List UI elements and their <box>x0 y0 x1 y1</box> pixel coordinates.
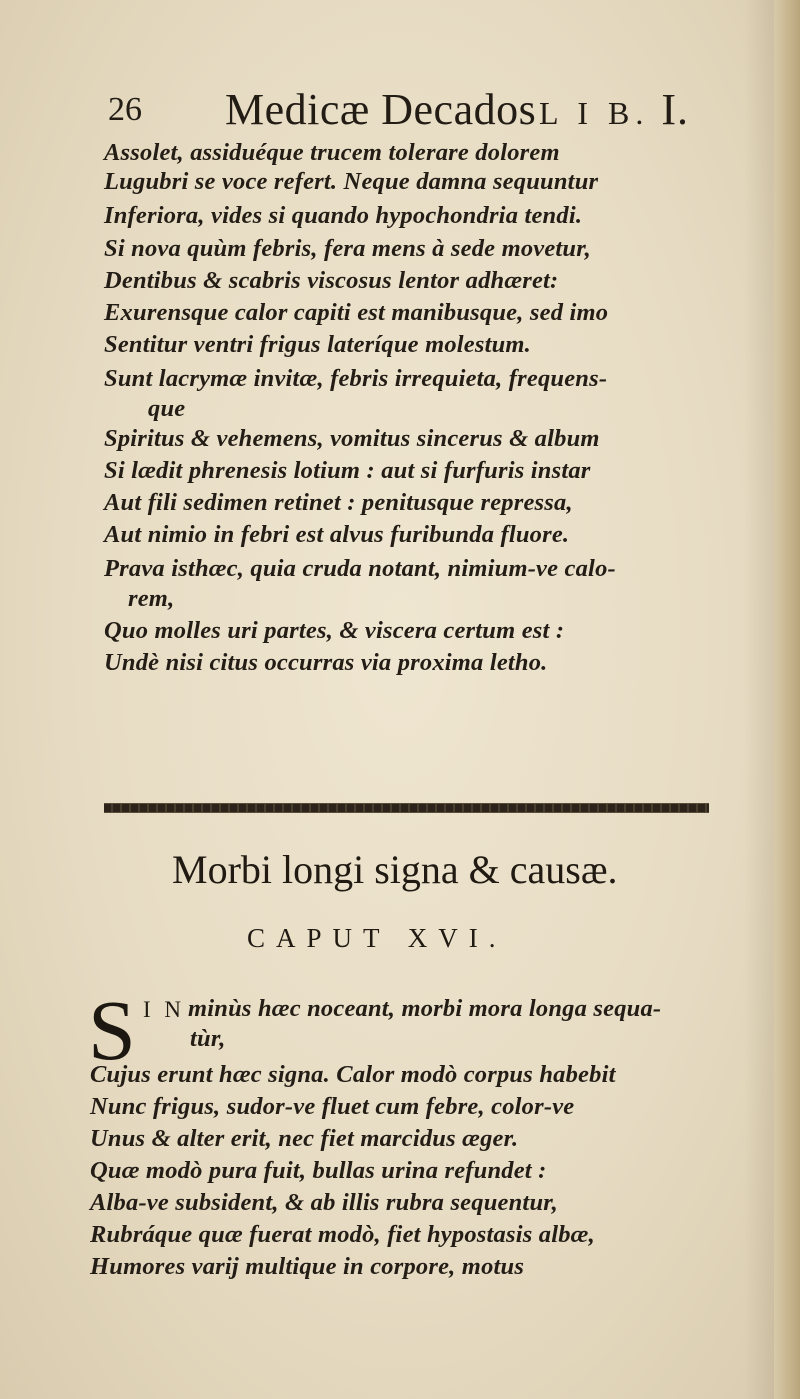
book-label <box>539 80 689 143</box>
chapter-line: Quæ modò pura fuit, bullas urina refundet : <box>90 1157 547 1184</box>
poem-line: Spiritus & vehemens, vomitus sincerus & album <box>104 425 600 452</box>
opening-caps: I N <box>143 997 186 1022</box>
chapter-line-turnover: tùr, <box>190 1025 226 1052</box>
book-number: I. <box>661 85 690 134</box>
running-title: Medicæ Decados <box>225 85 537 134</box>
chapter-line: Rubráque quæ fuerat modò, fiet hypostasis albæ, <box>90 1221 595 1248</box>
poem-line: Undè nisi citus occurras via proxima letho. <box>104 649 548 676</box>
chapter-heading: CAPUT XVI. <box>247 923 507 953</box>
poem-line: Dentibus & scabris viscosus lentor adhæret: <box>104 267 559 294</box>
chapter-line: Cujus erunt hæc signa. Calor modò corpus habebit <box>90 1061 616 1088</box>
poem-line: Lugubri se voce refert. Neque damna sequuntur <box>104 168 599 195</box>
poem-line: Aut fili sedimen retinet : penitusque repressa, <box>104 489 573 516</box>
page-gutter-edge <box>774 0 800 1399</box>
poem-line-turnover: que <box>148 395 186 422</box>
running-header <box>108 80 718 140</box>
poem-line: Si lædit phrenesis lotium : aut si furfuris instar <box>104 457 591 484</box>
ornamental-rule <box>104 803 709 813</box>
poem-line: Inferiora, vides si quando hypochondria tendi. <box>104 202 583 229</box>
book-label-text: L I B. <box>539 95 650 131</box>
poem-line-turnover: rem, <box>128 585 175 612</box>
poem-line: Exurensque calor capiti est manibusque, sed imo <box>104 299 609 326</box>
spine-shadow <box>744 0 774 1399</box>
poem-line: Quo molles uri partes, & viscera certum est : <box>104 617 565 644</box>
chapter-line: Nunc frigus, sudor-ve fluet cum febre, color-ve <box>90 1093 575 1120</box>
page-number: 26 <box>108 91 142 128</box>
poem-line: Sentitur ventri frigus lateríque molestum. <box>104 331 532 358</box>
poem-line: Si nova quùm febris, fera mens à sede movetur, <box>104 235 591 262</box>
chapter-line: Unus & alter erit, nec fiet marcidus æger. <box>90 1125 519 1152</box>
chapter-line: Humores varij multique in corpore, motus <box>90 1253 525 1280</box>
section-title: Morbi longi signa & causæ. <box>172 847 618 892</box>
poem-line: Prava isthæc, quia cruda notant, nimium-ve calo- <box>104 555 616 582</box>
chapter-line: Alba-ve subsident, & ab illis rubra sequentur, <box>90 1189 558 1216</box>
poem-line: Aut nimio in febri est alvus furibunda fluore. <box>104 521 570 548</box>
poem-line: Sunt lacrymæ invitæ, febris irrequieta, frequens- <box>104 365 608 392</box>
drop-cap: S <box>88 982 136 1078</box>
chapter-line: minùs hæc noceant, morbi mora longa sequa- <box>188 995 662 1022</box>
poem-line: Assolet, assiduéque trucem tolerare dolorem <box>104 139 560 166</box>
